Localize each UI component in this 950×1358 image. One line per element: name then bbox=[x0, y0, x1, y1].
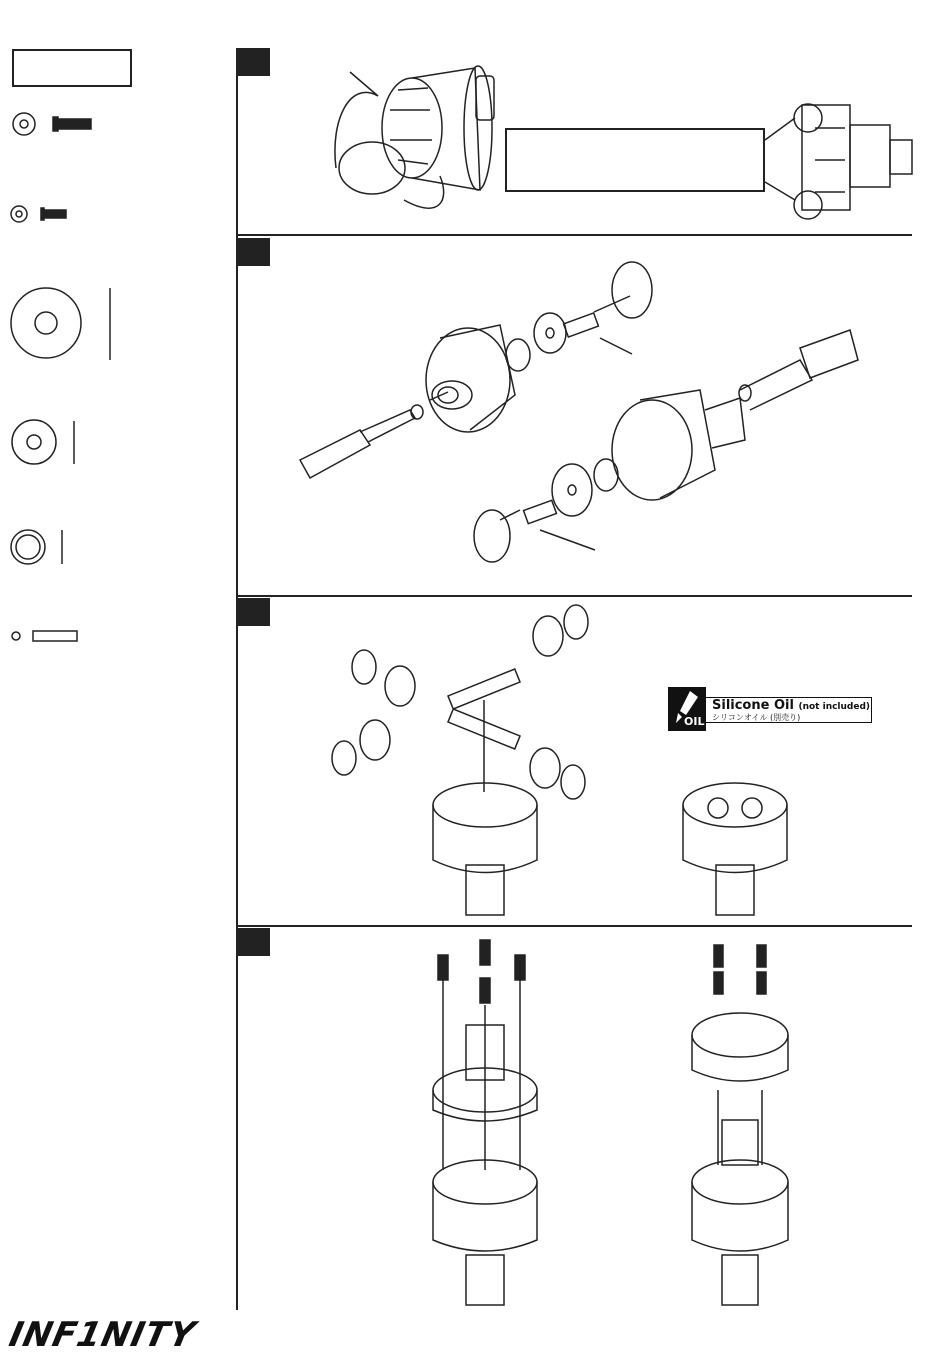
part-washer-medium bbox=[12, 420, 74, 464]
step-3-diff-case-right bbox=[683, 783, 787, 915]
step-1-diff-case bbox=[335, 66, 494, 208]
part-o-ring bbox=[11, 530, 62, 564]
brand-logo: INF1NITY bbox=[5, 1315, 200, 1355]
step-2-washers-top bbox=[506, 262, 652, 371]
step-2-diff-case-right bbox=[612, 330, 858, 500]
step-4-left-assembly bbox=[433, 940, 537, 1305]
part-washer-large bbox=[11, 288, 110, 360]
step-3-gears bbox=[332, 605, 588, 799]
step-2-washers-bottom bbox=[474, 459, 618, 562]
step-4-right-assembly bbox=[692, 945, 788, 1305]
part-screw-small bbox=[11, 206, 66, 222]
step-2-diff-housing bbox=[426, 325, 515, 432]
step-3-diff-case-left bbox=[433, 783, 537, 915]
oil-badge-text: OIL bbox=[684, 715, 705, 728]
oil-note: (not included) bbox=[798, 702, 871, 712]
step-2-outdrive-left bbox=[300, 392, 448, 478]
oil-title: Silicone Oil bbox=[712, 698, 794, 713]
part-pin bbox=[12, 631, 77, 641]
step-1-closeup bbox=[765, 104, 912, 219]
part-screw-large bbox=[13, 113, 91, 135]
oil-japanese-text: シリコンオイル (別売り) bbox=[712, 713, 801, 722]
